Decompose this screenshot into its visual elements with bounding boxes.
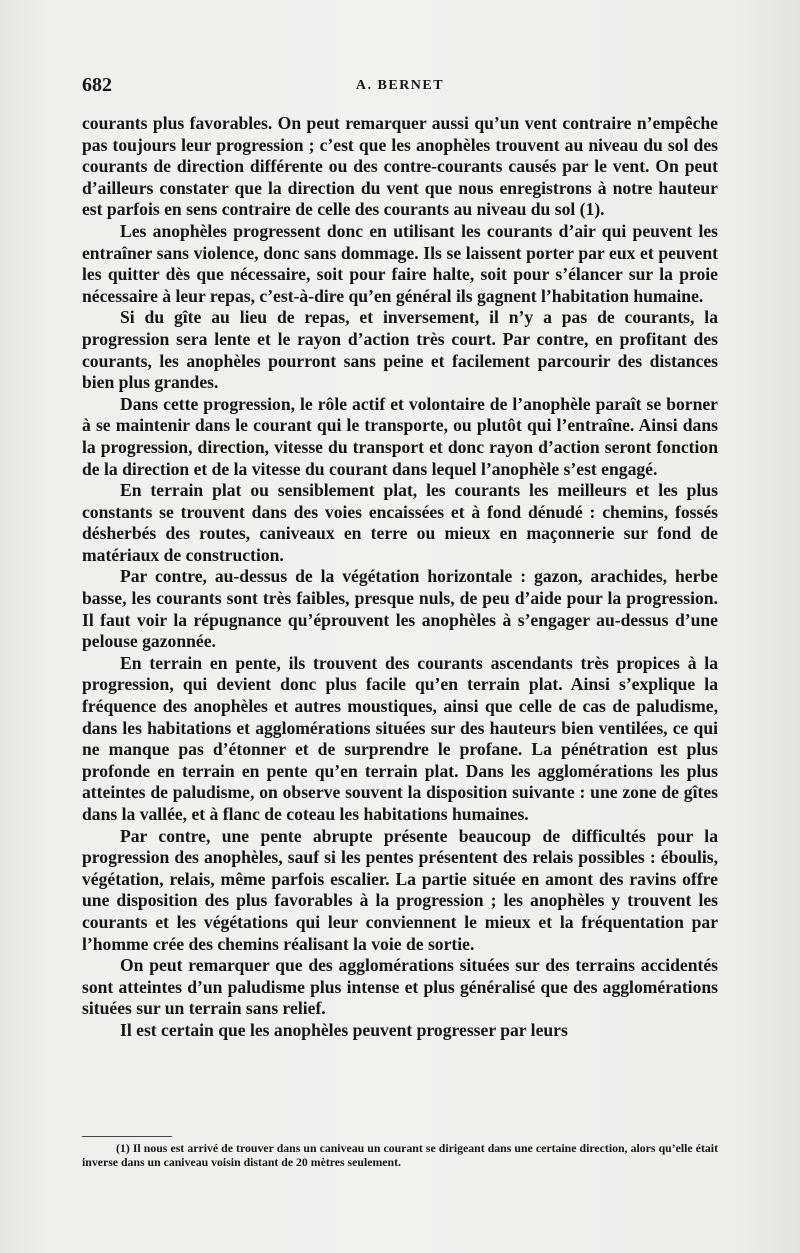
paragraph-8: Par contre, une pente abrupte présente beaucoup de difficultés pour la progression des anophèles, sauf si les pentes présentent des relais possibles : éboulis, végétation, relais, même parfois escalier. La partie située en amont des ravins offre une disposition des plus favorables à la progression ; les anophèles y trouvent les courants et les végétations qui leur conviennent le mieux et la fréquentation par l’homme crée des chemins réalisant la voie de sortie. (82, 825, 718, 954)
paragraph-6: Par contre, au-dessus de la végétation horizontale : gazon, arachides, herbe basse, les courants sont très faibles, presque nuls, de peu d’aide pour la progression. Il faut voir la répugnance qu’éprouvent les anophèles à s’engager au-dessus d’une pelouse gazonnée. (82, 566, 718, 652)
footnote-divider (82, 1136, 172, 1137)
paragraph-4: Dans cette progression, le rôle actif et volontaire de l’anophèle paraît se borner à se maintenir dans le courant qui le transporte, ou plutôt qui l’entraîne. Ainsi dans la progression, direction, vitesse du transport et donc rayon d’action seront fonction de la direction et de la vitesse du courant dans lequel l’anophèle s’est engagé. (82, 393, 718, 479)
paragraph-1: courants plus favorables. On peut remarquer aussi qu’un vent contraire n’empêche pas toujours leur progression ; c’est que les anophèles trouvent au niveau du sol des courants de direction différente ou des contre-courants causés par le vent. On peut d’ailleurs constater que la direction du vent que nous enregistrons à notre hauteur est parfois en sens contraire de celle des courants au niveau du sol (1). (82, 113, 718, 220)
paragraph-5: En terrain plat ou sensiblement plat, les courants les meilleurs et les plus constants se trouvent dans des voies encaissées et à fond dénudé : chemins, fossés désherbés des routes, caniveaux en terre ou mieux en maçonnerie sur fond de matériaux de construction. (82, 480, 718, 565)
page-header (82, 74, 718, 96)
footnote: (1) Il nous est arrivé de trouver dans un caniveau un courant se dirigeant dans une certaine direction, alors qu’elle était inverse dans un caniveau voisin distant de 20 mètres seulement. (82, 1141, 718, 1169)
paragraph-10: Il est certain que les anophèles peuvent progresser par leurs (120, 1019, 568, 1040)
paragraph-3: Si du gîte au lieu de repas, et inversement, il n’y a pas de courants, la progression sera lente et le rayon d’action très court. Par contre, en profitant des courants, les anophèles pourront sans peine et facilement parcourir des distances bien plus grandes. (82, 307, 718, 393)
body-text (82, 113, 718, 1042)
paragraph-2: Les anophèles progressent donc en utilisant les courants d’air qui peuvent les entraîner sans violence, donc sans dommage. Ils se laissent porter par eux et peuvent les quitter dès que nécessaire, soit pour faire halte, soit pour s’élancer sur la proie nécessaire à leur repas, c’est-à-dire qu’en général ils gagnent l’habitation humaine. (82, 220, 718, 306)
paragraph-9: On peut remarquer que des agglomérations situées sur des terrains accidentés sont atteintes d’un paludisme plus intense et plus généralisé que des agglomérations situées sur un terrain sans relief. (82, 955, 718, 1019)
running-head: A. BERNET (355, 78, 445, 93)
page-number: 682 (82, 74, 112, 96)
paragraph-7: En terrain en pente, ils trouvent des courants ascendants très propices à la progression, qui devient donc plus facile qu’en terrain plat. Ainsi s’explique la fréquence des anophèles et autres moustiques, ainsi que celle de cas de paludisme, dans les habitations et agglomérations situées sur des hauteurs bien ventilées, ce qui ne manque pas d’étonner et de surprendre le profane. La pénétration est plus profonde en terrain en pente qu’en terrain plat. Dans les agglomérations les plus atteintes de paludisme, on observe souvent la disposition suivante : une zone de gîtes dans la vallée, et à flanc de coteau les habitations humaines. (82, 652, 718, 824)
